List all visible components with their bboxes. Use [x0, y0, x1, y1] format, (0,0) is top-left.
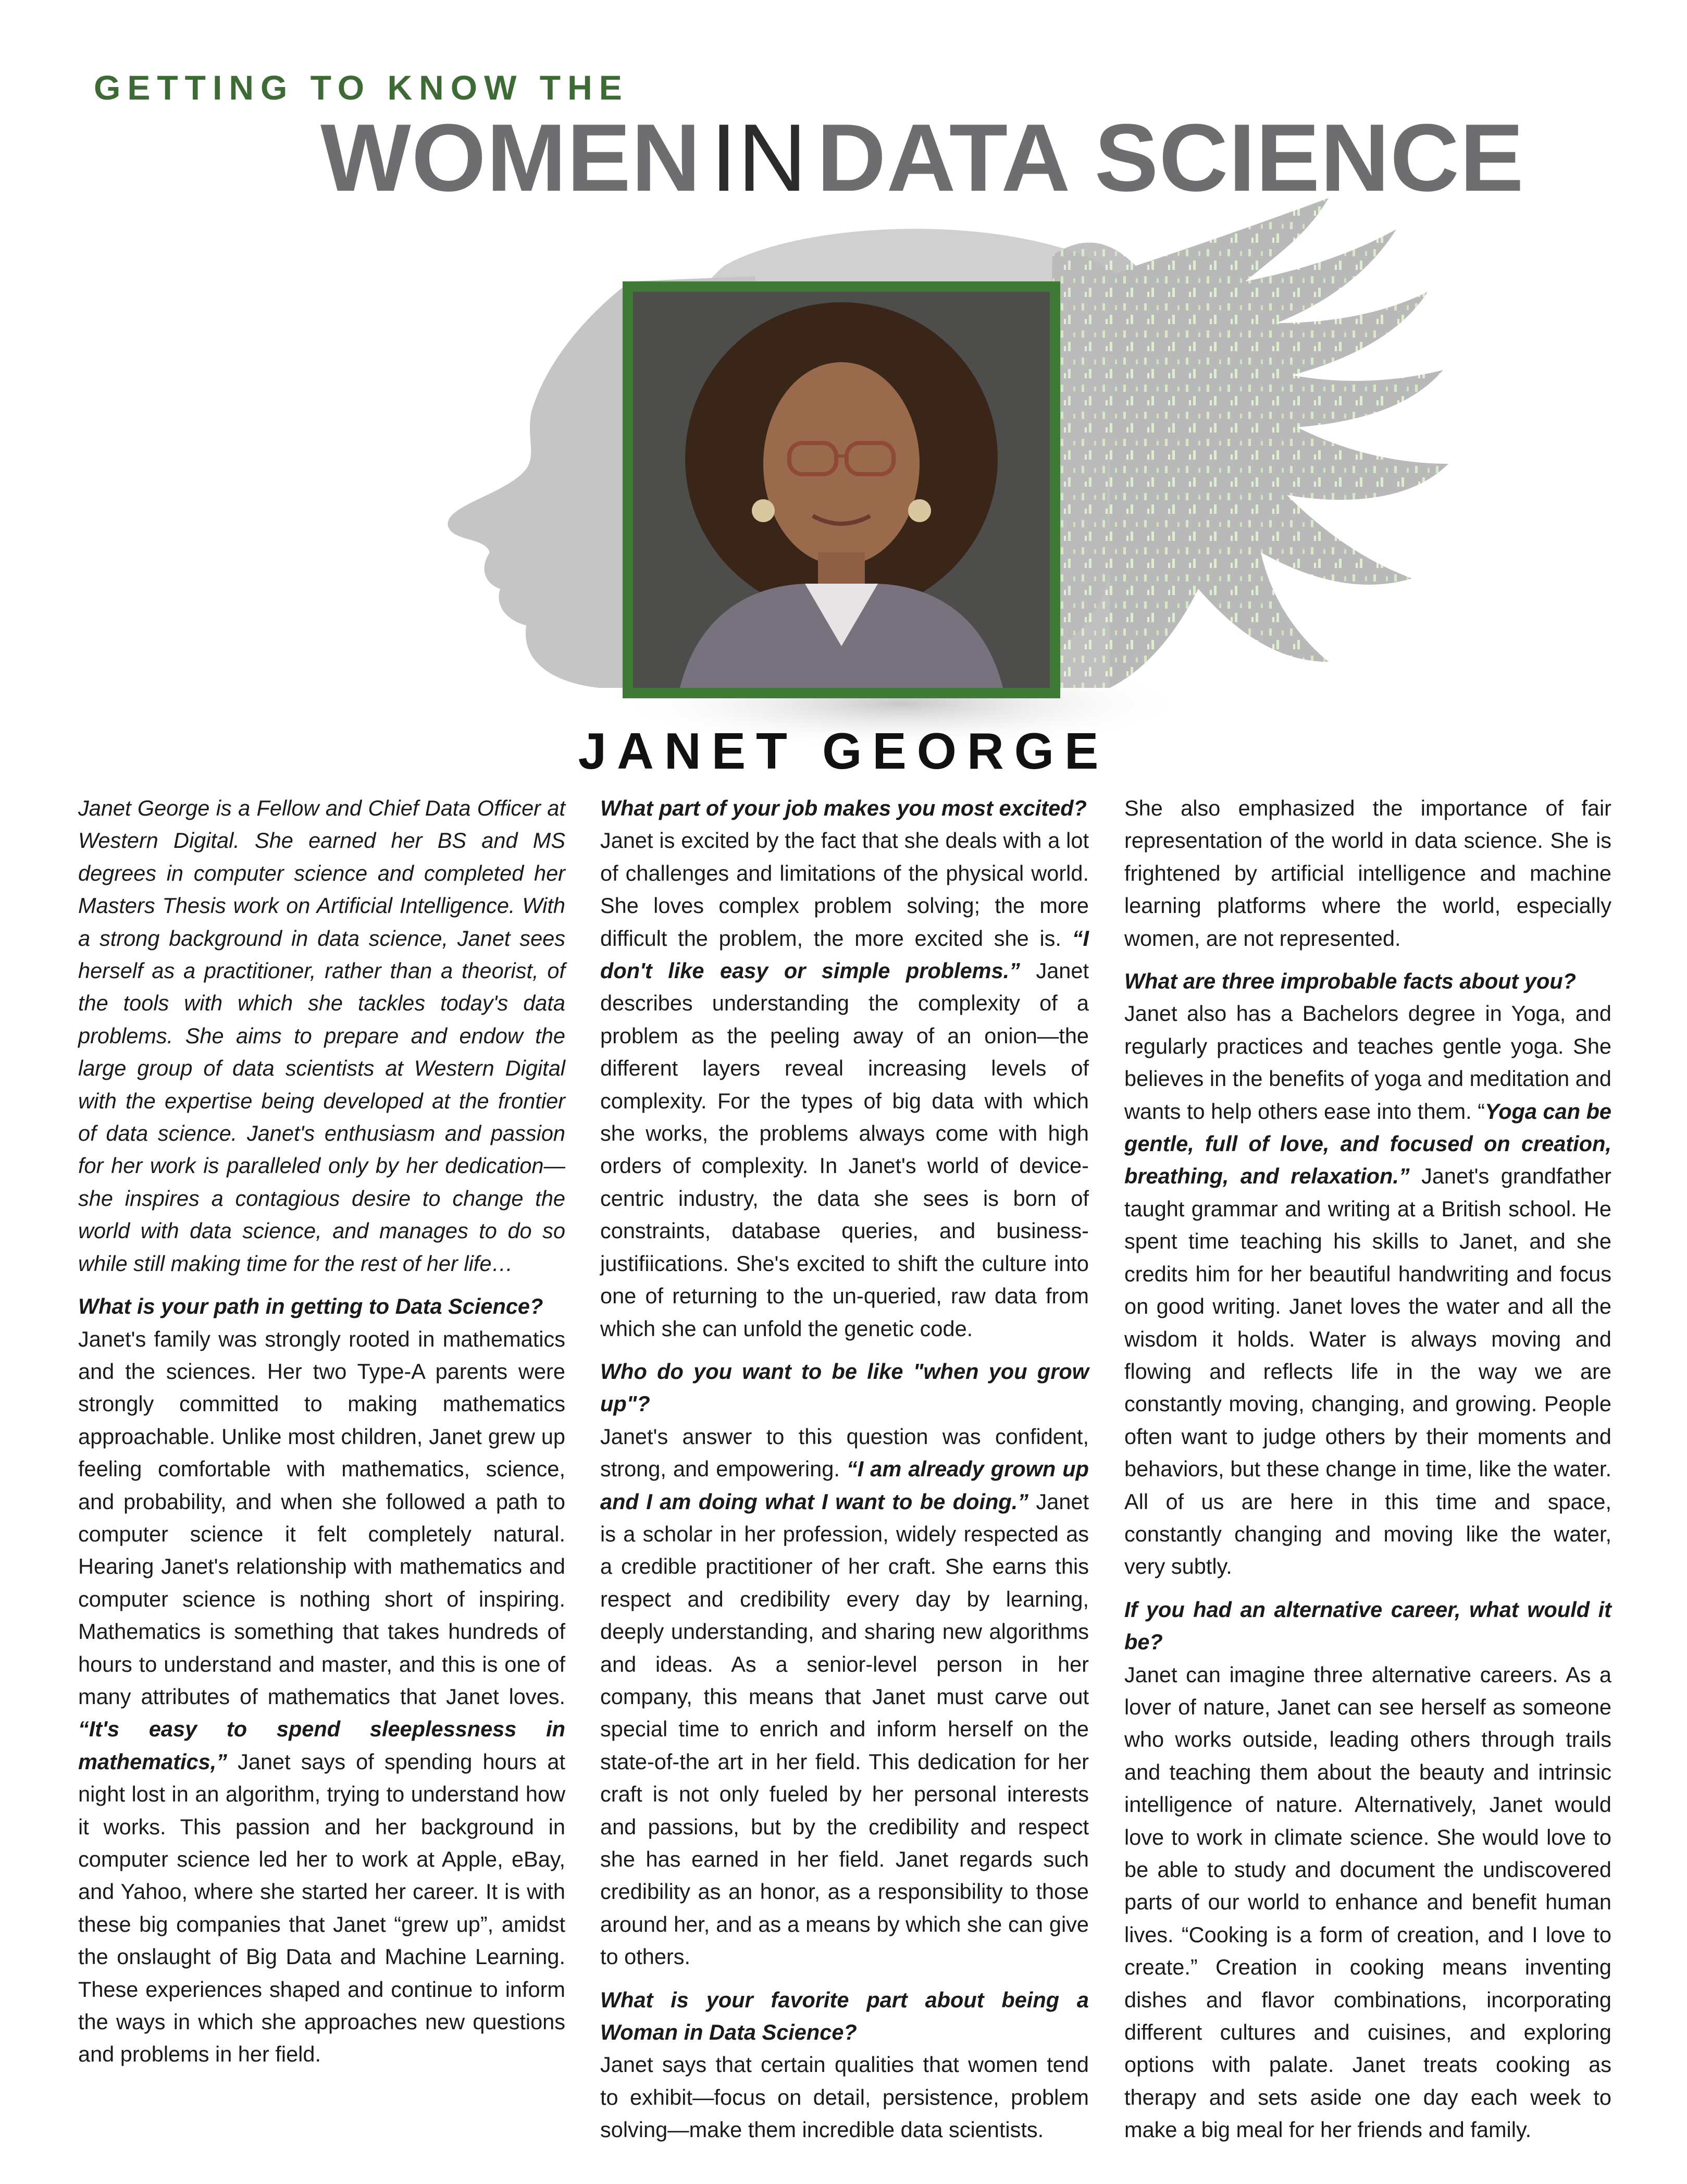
answer-text: Janet describes understanding the complexity of a problem as the peeling away of an onion—the different layers reveal increasing levels of complexity. For the types of big data with which she works, the problems always come with high orders of complexity. In Janet's world of device-centric industry, the data she sees is born of constraints, database queries, and business-justifiications. She's excited to shift the culture into one of returning to the un-queried, raw data from which she can unfold the genetic code. — [600, 958, 1089, 1341]
title-in: IN — [710, 104, 808, 211]
article-column-2 — [600, 792, 1089, 2146]
pull-quote: “I don't like easy or simple problems.” — [600, 926, 1089, 983]
answer-text: Janet's answer to this question was confident, strong, and empowering. — [600, 1424, 1089, 1482]
title-women: WOMEN — [320, 104, 701, 211]
answer-text: Janet is excited by the fact that she deals with a lot of challenges and limitations of the physical world. She loves complex problem solving; the more difficult the problem, the more excited she is. — [600, 828, 1089, 951]
profile-name: JANET GEORGE — [578, 722, 1109, 780]
answer-text: Janet says of spending hours at night lost in an algorithm, trying to understand how it works. This passion and her background in computer science led her to work at Apple, eBay, and Yahoo, where she started her career. It is with these big companies that Janet “grew up”, amidst the onslaught of Big Data and Machine Learning. These experiences shaped and continue to inform the ways in which she approaches new questions and problems in her field. — [78, 1749, 565, 2067]
article-column-1 — [78, 792, 565, 2071]
pull-quote: “It's easy to spend sleeplessness in mathematics,” — [78, 1717, 565, 1774]
answer-grow-up — [600, 1421, 1089, 1973]
question-alternative-career: If you had an alternative career, what would it be? — [1124, 1597, 1611, 1655]
header-kicker: GETTING TO KNOW THE — [94, 68, 629, 107]
portrait-photo — [623, 281, 1060, 698]
pull-quote: Yoga can be gentle, full of love, and focused on creation, breathing, and relaxation.” — [1124, 1099, 1612, 1189]
pull-quote: “I am already grown up and I am doing what I want to be doing.” — [600, 1457, 1089, 1514]
title-data-science: DATA SCIENCE — [816, 104, 1524, 211]
answer-favorite-part-cont: She also emphasized the importance of fair representation of the world in data science. She is frightened by artificial intelligence and machine learning platforms where the world, especially women, are not represented. — [1124, 796, 1611, 951]
answer-alternative-career: Janet can imagine three alternative careers. As a lover of nature, Janet can see herself as someone who works outside, leading others through trails and teaching them about the beauty and intrinsic intelligence of nature. Alternatively, Janet would love to work in climate science. She would love to be able to study and document the undiscovered parts of our world to enhance and benefit human lives. “Cooking is a form of creation, and I love to create.” Creation in cooking means inventing dishes and flavor combinations, incorporating different cultures and cuisines, and exploring options with palate. Janet treats cooking as therapy and sets aside one day each week to make a big meal for her friends and family. — [1124, 1662, 1611, 2142]
question-grow-up: Who do you want to be like "when you grow up"? — [600, 1359, 1089, 1416]
answer-favorite-part: Janet says that certain qualities that women tend to exhibit—focus on detail, persistence, problem solving—make them incredible data scientists. — [600, 2052, 1089, 2142]
question-path: What is your path in getting to Data Science? — [78, 1294, 543, 1319]
answer-text: Janet's family was strongly rooted in mathematics and the sciences. Her two Type-A parents were strongly committed to making mathematics approachable. Unlike most children, Janet grew up feeling comfortable with mathematics, science, and probability, and when she followed a path to computer science it felt completely natural. Hearing Janet's relationship with mathematics and computer science is nothing short of inspiring. Mathematics is something that takes hundreds of hours to understand and master, and this is one of many attributes of mathematics that Janet loves. — [78, 1326, 565, 1709]
question-improbable-facts: What are three improbable facts about you? — [1124, 969, 1577, 994]
question-excited: What part of your job makes you most excited? — [600, 796, 1087, 820]
article-column-3 — [1124, 792, 1611, 2146]
hair-data-streams — [1110, 198, 1448, 688]
answer-excited — [600, 824, 1089, 1345]
answer-improbable-facts — [1124, 997, 1611, 1583]
page-title — [320, 104, 1524, 211]
answer-text: Janet's grandfather taught grammar and writing at a British school. He spent time teaching his skills to Janet, and she credits him for her beautiful handwriting and focus on good writing. Janet loves the water and all the wisdom it holds. Water is always moving and flowing and reflects life in the way we are constantly moving, changing, and growing. People often want to judge others by their moments and behaviors, but these change in time, like the water. All of us are here in this time and space, constantly changing and moving like the water, very subtly. — [1124, 1164, 1612, 1579]
intro-paragraph: Janet George is a Fellow and Chief Data Officer at Western Digital. She earned her BS and MS degrees in computer science and completed her Masters Thesis work on Artificial Intelligence. With a strong background in data science, Janet sees herself as a practitioner, rather than a theorist, of the tools with which she tackles today's data problems. She aims to prepare and endow the large group of data scientists at Western Digital with the expertise being developed at the frontier of data science. Janet's enthusiasm and passion for her work is paralleled only by her dedication—she inspires a contagious desire to change the world with data science, and manages to do so while still making time for the rest of her life… — [78, 796, 565, 1276]
answer-path — [78, 1323, 565, 2071]
question-favorite-part: What is your favorite part about being a Woman in Data Science? — [600, 1987, 1089, 2045]
answer-text: Janet also has a Bachelors degree in Yoga, and regularly practices and teaches gentle yoga. She believes in the benefits of yoga and meditation and wants to help others ease into them. “ — [1124, 1001, 1611, 1124]
answer-text: Janet is a scholar in her profession, widely respected as a credible practitioner of her craft. She earns this respect and credibility every day by learning, deeply understanding, and sharing new algorithms and ideas. As a senior-level person in her company, this means that Janet must carve out special time to enrich and inform herself on the state-of-the art in her field. This dedication for her craft is not only fueled by her personal interests and passions, but by the credibility and respect she has earned in her field. Janet regards such credibility as an honor, as a responsibility to those around her, and as a means by which she can give to others. — [600, 1489, 1089, 1969]
portrait-photo-icon — [633, 292, 1050, 688]
